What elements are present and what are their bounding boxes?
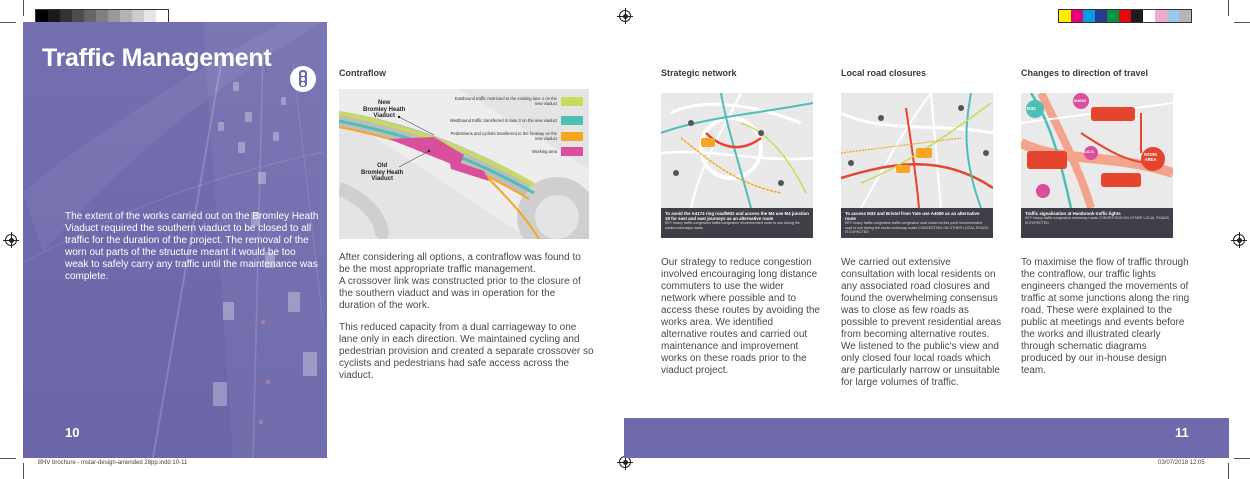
color-swatch (1179, 10, 1191, 22)
map-caption (661, 208, 813, 238)
greyscale-swatch (120, 10, 132, 22)
registration-mark-icon (619, 10, 631, 22)
direction-changes-heading: Changes to direction of travel (1021, 68, 1149, 78)
color-swatch (1131, 10, 1143, 22)
legend-item (447, 116, 583, 125)
color-swatch (1119, 10, 1131, 22)
legend-swatch (561, 147, 583, 156)
contraflow-diagram (339, 89, 589, 239)
page-title: Traffic Management (42, 44, 272, 72)
color-bar (1058, 9, 1192, 23)
crop-mark (0, 458, 16, 459)
footer-band (624, 418, 1229, 458)
page-number-left: 10 (65, 425, 80, 440)
greyscale-swatch (36, 10, 48, 22)
m32-label: M32 (1027, 106, 1036, 111)
color-swatch (1095, 10, 1107, 22)
greyscale-swatch (60, 10, 72, 22)
greyscale-swatch (108, 10, 120, 22)
legend-item-label: Westbound traffic transferred to lane 2 on the new viaduct (449, 118, 557, 123)
local-road-closures-text: We carried out extensive consultation with local residents on any associated road closures and found the overwhelming consensus was to close as few roads as possible to prevent residential areas from becoming alternative routes. We listened to the public's view and only closed four local roads which are particularly narrow or unsuitable for large volumes of traffic. (841, 257, 1002, 388)
greyscale-swatch (156, 10, 168, 22)
map-caption-title: To avoid the A4174 ring road/M32 and access the M4 use M4 junction 18 for east and east journeys as an alternative route (665, 211, 809, 222)
color-swatch (1083, 10, 1095, 22)
contraflow-heading: Contraflow (339, 68, 386, 78)
map-caption (841, 208, 993, 238)
page-number-right: 11 (1175, 425, 1189, 440)
traffic-light-icon (290, 66, 316, 92)
map-key: KEY heavy traffic congestion traffic congestion road closed at this point recommended road to use during the works motorway roads CONGESTION ON OTHER LOCAL ROADS IS EXPECTED (845, 221, 989, 235)
color-swatch (1071, 10, 1083, 22)
contraflow-paragraph-1: After considering all options, a contraflow was found to be the most appropriate traffic management. (339, 252, 581, 275)
color-swatch (1167, 10, 1179, 22)
greyscale-bar (35, 9, 169, 23)
legend-item-label: Pedestrians and cyclists transferred to the footway on the new viaduct (450, 131, 557, 141)
greyscale-swatch (84, 10, 96, 22)
strategic-network-map (661, 93, 813, 238)
old-viaduct-label: Old Bromley Heath Viaduct (361, 163, 404, 182)
color-swatch (1143, 10, 1155, 22)
legend-swatch (561, 97, 583, 106)
a4174-label: A4174 (1083, 150, 1094, 154)
local-road-closures-map (841, 93, 993, 238)
color-swatch (1107, 10, 1119, 22)
slug-filename: BHV brochure - mstar-design-amended 28pp.indd 10-11 (38, 460, 188, 466)
map-key: KEY heavy traffic congestion traffic congestion recommended route to use during the works motorways roads (665, 221, 800, 230)
legend-item (447, 147, 583, 156)
crop-mark (23, 0, 24, 16)
registration-mark-icon (5, 234, 17, 246)
crop-mark (1234, 458, 1250, 459)
greyscale-swatch (48, 10, 60, 22)
greyscale-swatch (72, 10, 84, 22)
map-caption-title: To access M32 and Bristol from Yate use A4059 as an alternative route (845, 211, 980, 222)
direction-changes-text: To maximise the flow of traffic through the contraflow, our traffic lights engineers changed the movements of traffic at some junctions along the ring road. These were explained to the public at meetings and events before the works and illustrated clearly through schematic diagrams produced by our in-house design team. (1021, 257, 1190, 376)
b4058-label: B4058 (1074, 98, 1086, 103)
registration-mark-icon (1233, 234, 1245, 246)
map-caption-title: Traffic signalisation at Hambrook traffic lights (1025, 211, 1121, 216)
crop-mark (1234, 22, 1250, 23)
slug-timestamp: 03/07/2018 12:05 (1158, 460, 1205, 466)
new-viaduct-label: New Bromley Heath Viaduct (363, 100, 406, 119)
color-swatch (1155, 10, 1167, 22)
crop-mark (1228, 0, 1229, 16)
direction-changes-map (1021, 93, 1173, 238)
map-caption (1021, 208, 1173, 238)
local-road-closures-heading: Local road closures (841, 68, 927, 78)
strategic-network-text: Our strategy to reduce congestion involved encouraging long distance commuters to use the wider network where possible and to access these routes by avoiding the works area. We identified alternative routes and carried out maintenance and improvement works on these roads prior to the viaduct project. (661, 257, 820, 376)
legend-item-label: Working area (532, 149, 557, 154)
strategic-network-heading: Strategic network (661, 68, 737, 78)
work-area-label: WORK AREA (1144, 152, 1158, 162)
intro-paragraph: The extent of the works carried out on the Bromley Heath Viaduct required the southern viaduct to be closed to all traffic for the duration of the project. The removal of the worn out parts of the structure meant it would be too weak to safely carry any traffic until the maintenance was complete. (65, 211, 319, 282)
greyscale-swatch (132, 10, 144, 22)
legend-item (447, 96, 583, 106)
crop-mark (1228, 463, 1229, 479)
greyscale-swatch (144, 10, 156, 22)
greyscale-swatch (96, 10, 108, 22)
legend-swatch (561, 132, 583, 141)
map-key: KEY heavy traffic congestion motorway roads CONGESTION ON OTHER LOCAL ROADS IS EXPECTED (1025, 216, 1169, 225)
legend-swatch (561, 116, 583, 125)
legend-item (447, 131, 583, 141)
contraflow-paragraph-2: A crossover link was constructed prior to the closure of the southern viaduct and was in operation for the duration of the work. (339, 276, 581, 311)
legend-item-label: Eastbound traffic restricted to the existing lane 1 on the new viaduct (454, 96, 557, 106)
crop-mark (23, 463, 24, 479)
contraflow-paragraph-3: This reduced capacity from a dual carriageway to one lane only in each direction. We maintained cycling and pedestrian provision and created a separate crossover so cyclists and pedestrians had safe access across the viaduct. (339, 322, 594, 381)
color-swatch (1059, 10, 1071, 22)
crop-mark (0, 22, 16, 23)
